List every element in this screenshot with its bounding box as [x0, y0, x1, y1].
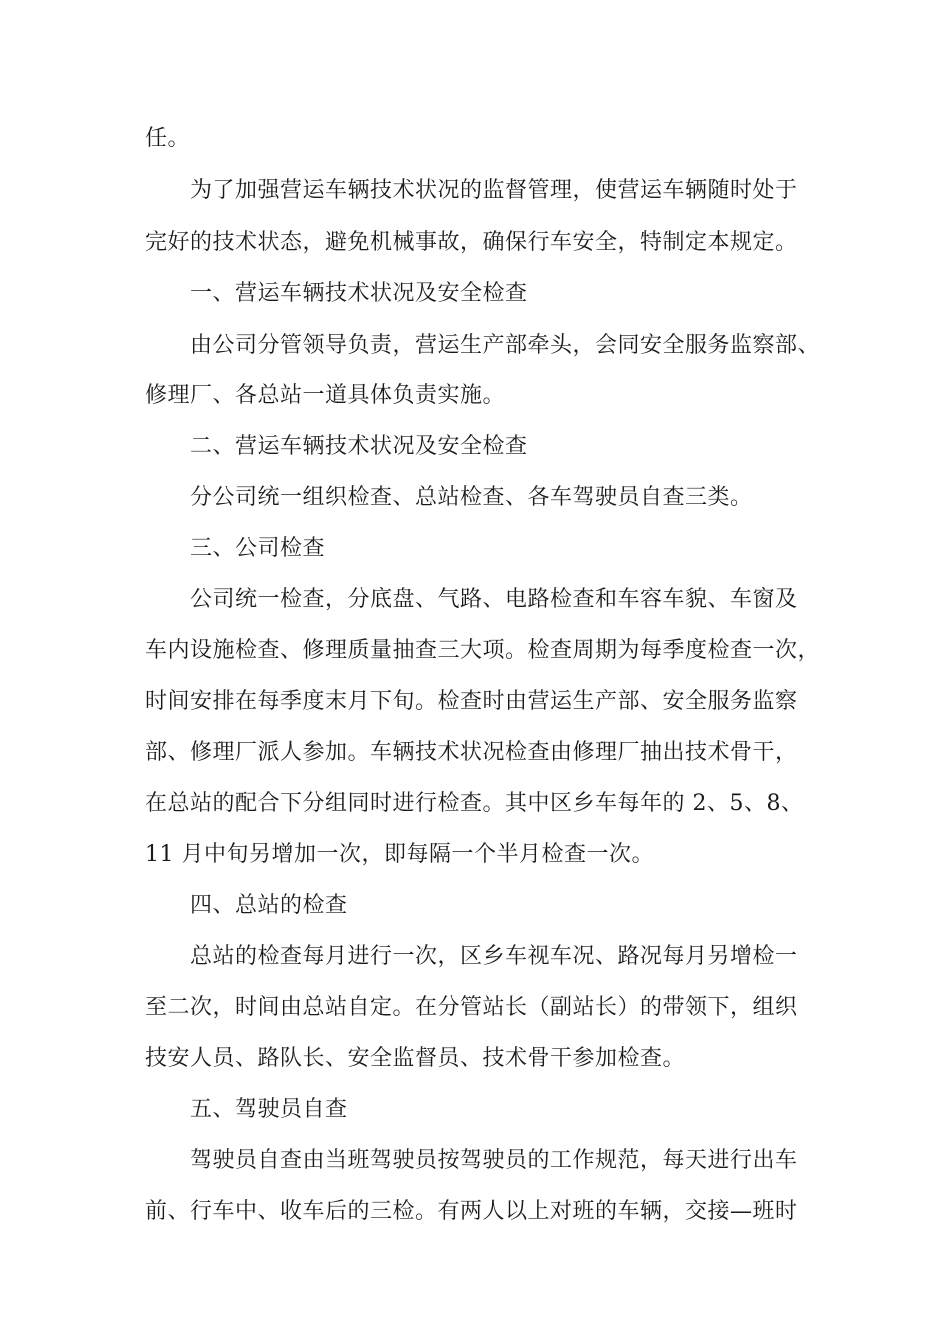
- text-line-12: 时间安排在每季度末月下旬。检查时由营运生产部、安全服务监察: [145, 689, 798, 714]
- text-line-14: 在总站的配合下分组同时进行检查。其中区乡车每年的 2、5、8、: [145, 791, 804, 816]
- text-line-18: 至二次，时间由总站自定。在分管站长（副站长）的带领下，组织: [145, 995, 798, 1020]
- text-line-10: 公司统一检查，分底盘、气路、电路检查和车容车貌、车窗及: [190, 587, 798, 612]
- text-line-13: 部、修理厂派人参加。车辆技术状况检查由修理厂抽出技术骨干，: [145, 740, 798, 765]
- text-line-21: 驾驶员自查由当班驾驶员按驾驶员的工作规范，每天进行出车: [190, 1148, 798, 1173]
- text-line-3: 完好的技术状态，避免机械事故，确保行车安全，特制定本规定。: [145, 230, 798, 255]
- section-heading-5: 五、驾驶员自查: [190, 1097, 348, 1122]
- section-heading-1: 一、营运车辆技术状况及安全检查: [190, 281, 528, 306]
- text-line-5: 由公司分管领导负责，营运生产部牵头，会同安全服务监察部、: [190, 333, 821, 358]
- text-line-2: 为了加强营运车辆技术状况的监督管理，使营运车辆随时处于: [190, 178, 798, 203]
- text-line-6: 修理厂、各总站一道具体负责实施。: [145, 383, 506, 408]
- text-line-8: 分公司统一组织检查、总站检查、各车驾驶员自查三类。: [190, 485, 753, 510]
- text-line-17: 总站的检查每月进行一次，区乡车视车况、路况每月另增检一: [190, 944, 798, 969]
- section-heading-4: 四、总站的检查: [190, 893, 348, 918]
- text-line-19: 技安人员、路队长、安全监督员、技术骨干参加检查。: [145, 1046, 686, 1071]
- section-heading-2: 二、营运车辆技术状况及安全检查: [190, 434, 528, 459]
- text-line-22: 前、行车中、收车后的三检。有两人以上对班的车辆，交接—班时: [145, 1199, 798, 1224]
- text-line-15: 11 月中旬另增加一次，即每隔一个半月检查一次。: [145, 842, 654, 867]
- text-line-1: 任。: [145, 126, 191, 151]
- section-heading-3: 三、公司检查: [190, 536, 326, 561]
- text-line-11: 车内设施检查、修理质量抽查三大项。检查周期为每季度检查一次，: [145, 638, 821, 663]
